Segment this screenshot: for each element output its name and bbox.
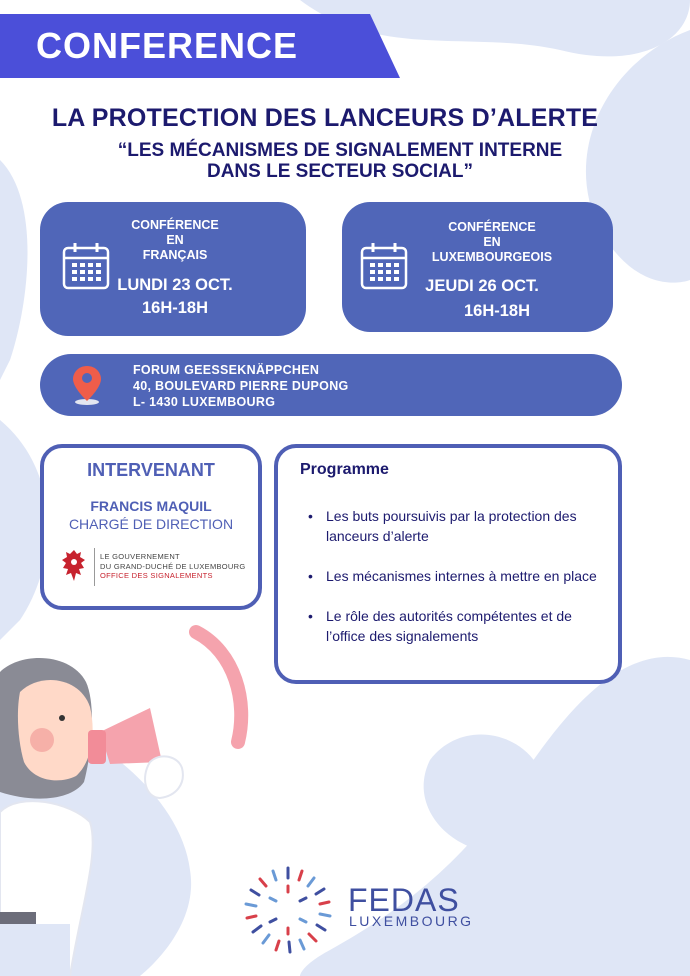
banner-label: CONFERENCE bbox=[36, 25, 299, 66]
session-lang-line3: FRANÇAIS bbox=[142, 248, 208, 262]
address-line-1: FORUM GEESSEKNÄPPCHEN bbox=[133, 363, 320, 377]
programme-item: • Le rôle des autorités compétentes et de l’office des signalements bbox=[304, 606, 604, 646]
session-date: LUNDI 23 OCT. bbox=[117, 276, 233, 294]
page-title: LA PROTECTION DES LANCEURS D’ALERTE bbox=[51, 104, 599, 132]
session-time: 16H-18H bbox=[463, 302, 531, 320]
programme-title: Programme bbox=[300, 461, 389, 478]
programme-item: • Les mécanismes internes à mettre en place bbox=[304, 566, 604, 586]
footer-brand: FEDAS bbox=[348, 882, 460, 918]
session-time: 16H-18H bbox=[141, 299, 209, 317]
address-line-3: L- 1430 LUXEMBOURG bbox=[133, 395, 276, 409]
footer-subbrand: LUXEMBOURG bbox=[349, 913, 474, 929]
speaker-name: FRANCIS MAQUIL bbox=[90, 498, 212, 514]
session-lang-line1: CONFÉRENCE bbox=[448, 220, 536, 234]
page-subtitle bbox=[70, 140, 610, 182]
map-pin-icon bbox=[70, 364, 104, 406]
gov-line-2: DU GRAND-DUCHÉ DE LUXEMBOURG bbox=[100, 561, 246, 571]
gov-line-1: LE GOUVERNEMENT bbox=[100, 552, 180, 561]
venue-address bbox=[133, 362, 349, 410]
gov-line-3: OFFICE DES SIGNALEMENTS bbox=[100, 571, 213, 580]
session-date: JEUDI 26 OCT. bbox=[425, 277, 539, 295]
fedas-logo-mark bbox=[242, 864, 334, 956]
session-lang-line2: EN bbox=[166, 233, 184, 247]
session-lang-line1: CONFÉRENCE bbox=[131, 218, 219, 232]
subtitle-line-2: DANS LE SECTEUR SOCIAL” bbox=[206, 161, 474, 182]
programme-card bbox=[274, 444, 622, 684]
speaker-role: CHARGÉ DE DIRECTION bbox=[68, 516, 234, 532]
government-logo-text bbox=[100, 552, 246, 581]
session-lang-line3: LUXEMBOURGEOIS bbox=[431, 250, 553, 264]
programme-item: • Les buts poursuivis par la protection des lanceurs d’alerte bbox=[304, 506, 604, 546]
megaphone-woman-illustration bbox=[0, 612, 260, 976]
session-card-francais bbox=[40, 202, 306, 336]
subtitle-line-1: “LES MÉCANISMES DE SIGNALEMENT INTERNE bbox=[117, 140, 563, 161]
address-line-2: 40, BOULEVARD PIERRE DUPONG bbox=[133, 379, 349, 393]
programme-list bbox=[304, 506, 604, 666]
luxembourg-lion-logo bbox=[60, 548, 88, 586]
speaker-card bbox=[40, 444, 262, 610]
session-card-luxembourgeois bbox=[342, 202, 613, 332]
session-lang-line2: EN bbox=[483, 235, 501, 249]
location-card bbox=[40, 354, 622, 416]
logo-divider bbox=[94, 548, 95, 586]
speaker-heading: INTERVENANT bbox=[87, 460, 215, 480]
